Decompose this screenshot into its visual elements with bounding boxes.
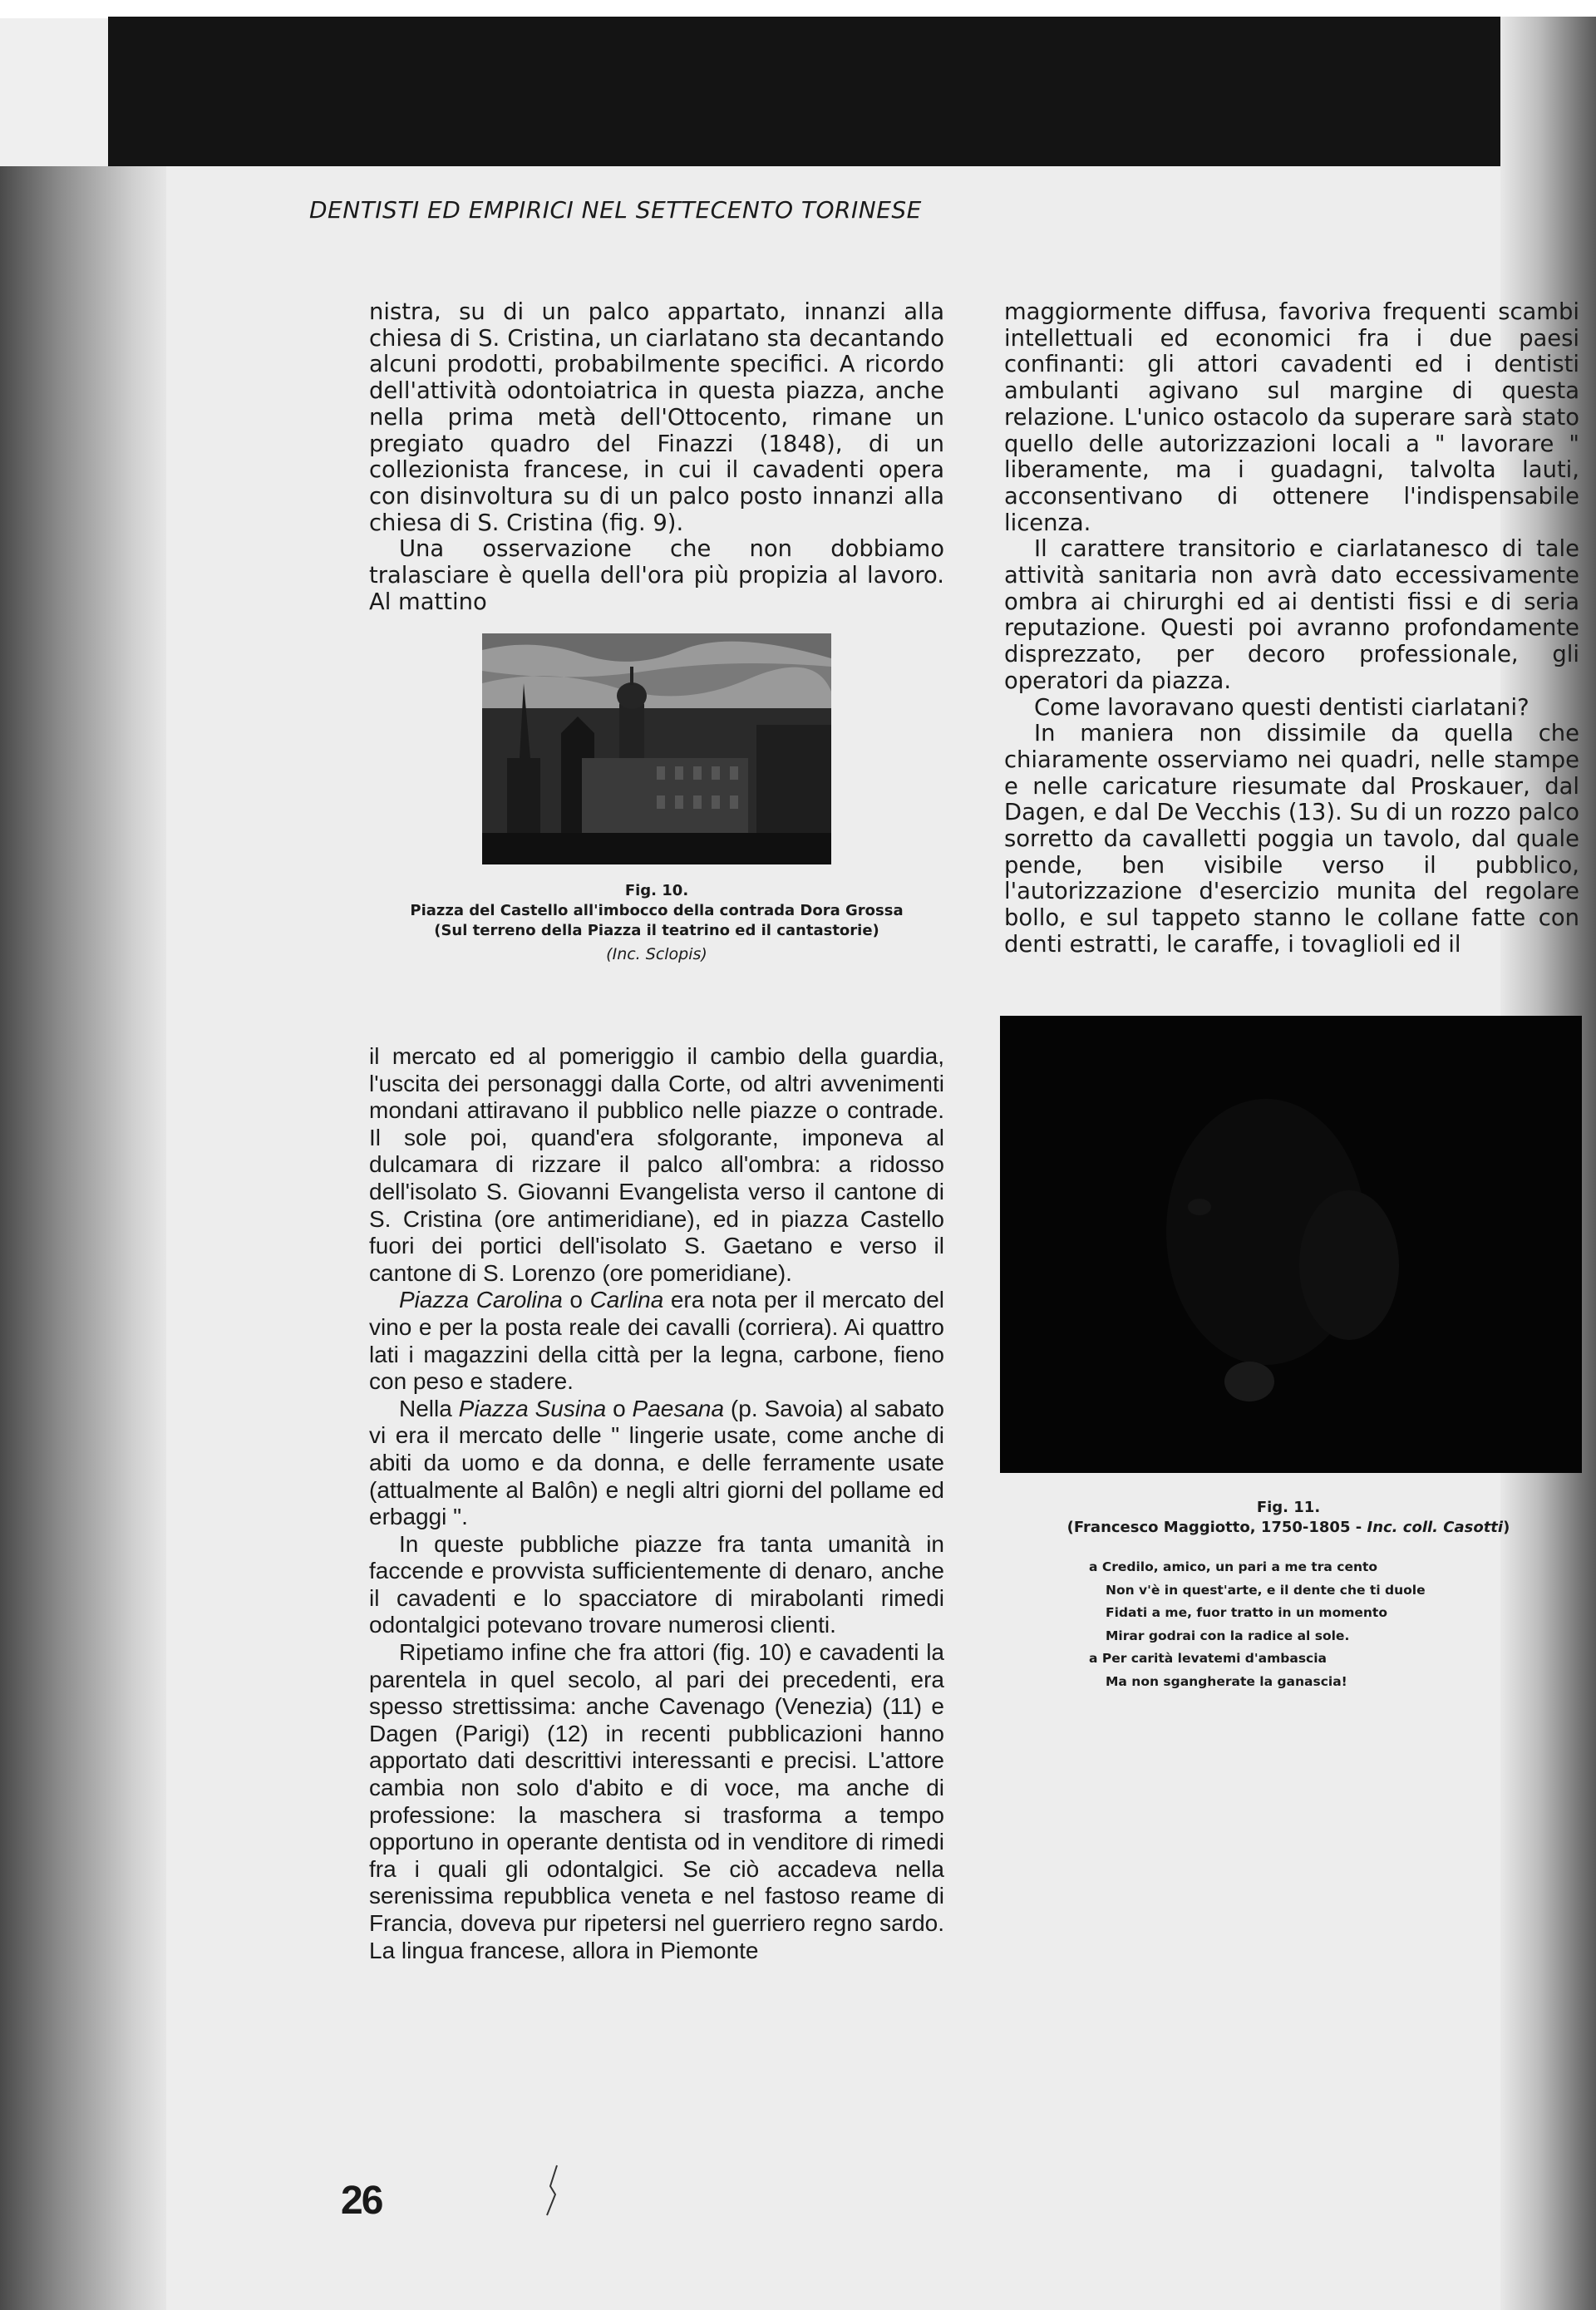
text-fragment: Nella: [399, 1395, 459, 1421]
text-fragment: ): [1503, 1519, 1510, 1536]
paragraph: [369, 1396, 944, 1531]
paragraph: Il carattere transitorio e ciarlatanesco di tale attività sanitaria non avrà dato eccessivamente ombra ai chirurghi ed ai dentisti fissi e di seria reputazione. Questi poi avranno profondamente disprezzato, per decoro professionale, gli operatori da piazza.: [1004, 536, 1579, 694]
paragraph: In queste pubbliche piazze fra tanta umanità in faccende e provvista sufficientemente di denaro, anche il cavadenti e lo spacciatore di mirabolanti rimedi odontalgici potevano trovare numerosi clienti.: [369, 1530, 944, 1638]
figure-title: Piazza del Castello all'imbocco della contrada Dora Grossa: [410, 902, 904, 919]
place-name: Piazza Carolina: [399, 1287, 563, 1313]
paragraph: Come lavoravano questi dentisti ciarlatani?: [1034, 694, 1530, 721]
text-fragment: o: [562, 1287, 590, 1313]
maggiotto-dark-plate: [1000, 1016, 1582, 1473]
paragraph: maggiormente diffusa, favoriva frequenti scambi intellettuali ed economici fra i due paesi confinanti: gli attori cavadenti ed i dentisti ambulanti agivano sul margine di questa relazione. L'unico ostacolo da superare sarà stato quello delle autorizzazioni locali a " lavorare " liberamente, ma i guadagni, talvolta lauti, acconsentivano di ottenere l'indispensabile licenza.: [1004, 299, 1579, 536]
text-fragment: (p. Savoia) al sabato vi era il mercato delle " lingerie usate, come anche di abiti da uomo e da donna, e delle ferramente usate (attualmente al Balôn) e negli altri giorni del pollame ed erbaggi ".: [369, 1395, 944, 1530]
fig11-verse: [1089, 1556, 1426, 1694]
verse-line: Fidati a me, fuor tratto in un momento: [1106, 1605, 1387, 1621]
scan-dark-band: [108, 17, 1596, 187]
text-fragment: o: [606, 1395, 633, 1421]
fig11-caption: [1031, 1498, 1546, 1538]
verse-line: Mirar godrai con la radice al sole.: [1106, 1628, 1350, 1643]
fig10-engraving: [482, 633, 831, 864]
verse-line: a Credilo, amico, un pari a me tra cento: [1089, 1559, 1378, 1574]
page-number: 26: [341, 2179, 382, 2223]
place-name: Paesana: [632, 1395, 725, 1421]
figure-source: (Inc. Sclopis): [606, 945, 707, 963]
figure-title: (Sul terreno della Piazza il teatrino ed il cantastorie): [434, 922, 879, 939]
text-fragment: Inc. coll. Casotti: [1367, 1519, 1504, 1536]
scan-border-top: [0, 0, 1596, 18]
paragraph: il mercato ed al pomeriggio il cambio della guardia, l'uscita dei personaggi dalla Corte, od altri avvenimenti mondani attiravano il pubblico nelle piazze o contrade. Il sole poi, quand'era sfolgorante, imponeva al dulcamara di rizzare il palco all'ombra: a ridosso dell'isolato S. Giovanni Evangelista verso il cantone di S. Cristina (ore antimeridiane), ed in piazza Castello fuori dei portici dell'isolato S. Gaetano e verso il cantone di S. Lorenzo (ore pomeridiane).: [369, 1043, 944, 1286]
fig10-caption: [366, 881, 948, 964]
paragraph: nistra, su di un palco appartato, innanzi alla chiesa di S. Cristina, un ciarlatano sta decantando alcuni prodotti, probabilmente specifici. A ricordo dell'attività odontoiatrica in questa piazza, anche nella prima metà dell'Ottocento, rimane un pregiato quadro del Finazzi (1848), di un collezionista francese, in cui il cavadenti opera con disinvoltura su di un palco posto innanzi alla chiesa di S. Cristina (fig. 9).: [369, 299, 944, 536]
fig11-engraving: [1000, 1016, 1582, 1473]
running-head: DENTISTI ED EMPIRICI NEL SETTECENTO TORINESE: [309, 196, 922, 224]
paragraph: Ripetiamo infine che fra attori (fig. 10) e cavadenti la parentela in quel secolo, al pari dei precedenti, era spesso strettissima: anche Cavenago (Venezia) (11) e Dagen (Parigi) (12) in recenti pubblicazioni hanno apportato dati descrittivi interessanti e precisi. L'attore cambia non solo d'abito e di voce, ma anche di professione: la maschera si trasforma a tempo opportuno in operante dentista od in venditore di rimedi fra i quali gli odontalgici. Se ciò accadeva nella serenissima repubblica veneta e nel fastoso reame di Francia, doveva pur ripetersi nel guerriero regno sardo. La lingua francese, allora in Piemonte: [369, 1639, 944, 1963]
verse-line: a Per carità levatemi d'ambascia: [1089, 1651, 1328, 1667]
ink-mark: [540, 2161, 565, 2219]
figure-label: Fig. 11.: [1256, 1499, 1321, 1516]
column-left-bottom: [369, 1043, 944, 1964]
verse-line: Non v'è in quest'arte, e il dente che ti duole: [1106, 1582, 1426, 1598]
paragraph: [369, 1287, 944, 1395]
column-left-top: [369, 299, 944, 615]
paragraph: Una osservazione che non dobbiamo tralasciare è quella dell'ora più propizia al lavoro. Al mattino: [369, 536, 944, 615]
figure-label: Fig. 10.: [624, 882, 689, 899]
verse-line: Ma non sgangherate la ganascia!: [1106, 1673, 1347, 1689]
place-name: Carlina: [589, 1287, 664, 1313]
piazza-castello-engraving: [482, 633, 831, 864]
text-fragment: era nota per il mercato del vino e per la posta reale dei cavalli (corriera). Ai quattro lati i magazzini della città per la legna, carbone, fieno con peso e stadere.: [369, 1287, 944, 1395]
figure-credit: [1031, 1518, 1546, 1538]
text-fragment: (Francesco Maggiotto, 1750-1805 -: [1066, 1519, 1367, 1536]
paragraph: In maniera non dissimile da quella che chiaramente osserviamo nei quadri, nelle stampe e nelle caricature riesumate dal Proskauer, dal Dagen, e dal De Vecchis (13). Su di un rozzo palco sorretto da cavalletti poggia un tavolo, dal quale pende, ben visibile verso il pubblico, l'autorizzazione d'esercizio munita del regolare bollo, e sul tappeto stanno le collane fatte con denti estratti, le caraffe, i tovaglioli ed il: [1004, 721, 1579, 958]
column-right: [1004, 299, 1579, 958]
place-name: Piazza Susina: [458, 1395, 607, 1421]
book-gutter-shadow: [0, 166, 166, 2310]
